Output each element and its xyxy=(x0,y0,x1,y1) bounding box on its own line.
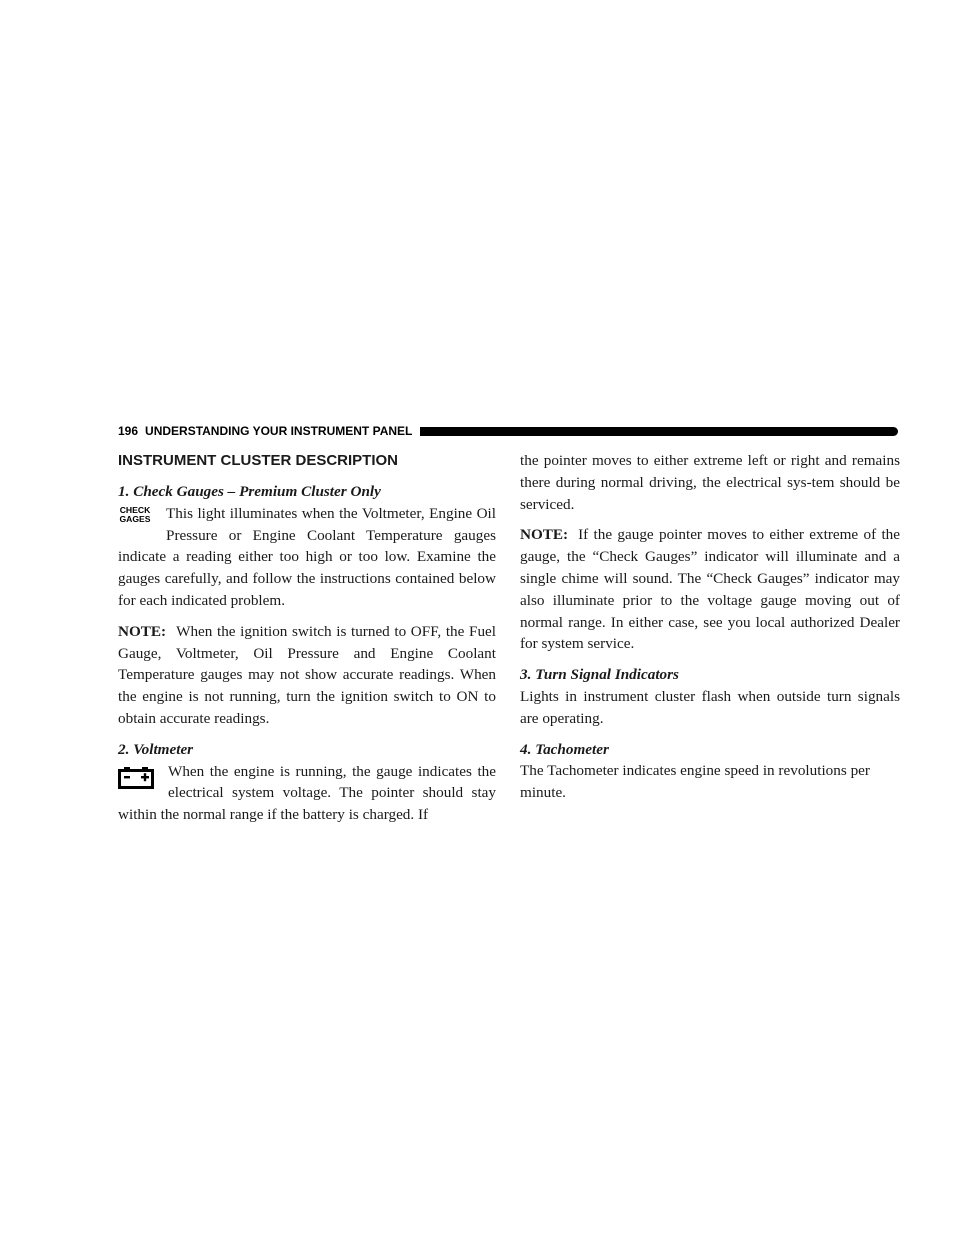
voltmeter-body-continued: the pointer moves to either extreme left or right and remains there during normal driving, the electrical sys-tem should be serviced. xyxy=(520,452,900,513)
note-paragraph-2 xyxy=(520,524,900,655)
header-rule xyxy=(420,427,898,436)
battery-icon xyxy=(118,767,154,789)
right-column xyxy=(520,450,900,804)
check-gauges-heading: 1. Check Gauges – Premium Cluster Only xyxy=(118,483,381,500)
check-gauges-paragraph xyxy=(118,503,496,612)
note-body: If the gauge pointer moves to either extreme of the gauge, the “Check Gauges” indicator will illuminate and a single chime will sound. The “Check Gauges” indicator may also illuminate prior to the voltage gauge moving out of normal range. In either case, see you local authorized Dealer for system service. xyxy=(520,526,900,653)
section-title: INSTRUMENT CLUSTER DESCRIPTION xyxy=(118,452,399,469)
check-gauges-body: This light illuminates when the Voltmeter, Engine Oil Pressure or Engine Coolant Temperature gauges indicate a reading either too high or too low. Examine the gauges carefully, and follow the instructions contained below for each indicated problem. xyxy=(118,504,496,609)
note-label: NOTE: xyxy=(118,622,167,640)
turn-signal-heading: 3. Turn Signal Indicators xyxy=(520,666,679,684)
page-header xyxy=(118,424,898,438)
page-number: 196 xyxy=(118,424,139,438)
note-body: When the ignition switch is turned to OFF, the Fuel Gauge, Voltmeter, Oil Pressure and Engine Coolant Temperature gauges may not show accurate readings. When the engine is not running, turn the ignition switch to ON to obtain accurate readings. xyxy=(118,622,496,727)
voltmeter-body: When the engine is running, the gauge indicates the electrical system voltage. The pointer should stay within the normal range if the battery is charged. If xyxy=(118,762,496,824)
note-label: NOTE: xyxy=(520,526,569,544)
check-gauges-icon xyxy=(118,506,152,528)
tachometer-body: The Tachometer indicates engine speed in revolutions per minute. xyxy=(520,762,870,802)
running-header-title: UNDERSTANDING YOUR INSTRUMENT PANEL xyxy=(145,424,413,438)
left-column xyxy=(118,450,496,826)
voltmeter-heading: 2. Voltmeter xyxy=(118,740,194,758)
voltmeter-paragraph xyxy=(118,761,496,826)
check-gauges-icon-line1: CHECK xyxy=(119,504,151,515)
tachometer-heading: 4. Tachometer xyxy=(520,740,609,758)
check-gauges-icon-line2: GAGES xyxy=(119,513,151,524)
note-paragraph-1 xyxy=(118,621,496,730)
turn-signal-body: Lights in instrument cluster flash when outside turn signals are operating. xyxy=(520,687,900,727)
